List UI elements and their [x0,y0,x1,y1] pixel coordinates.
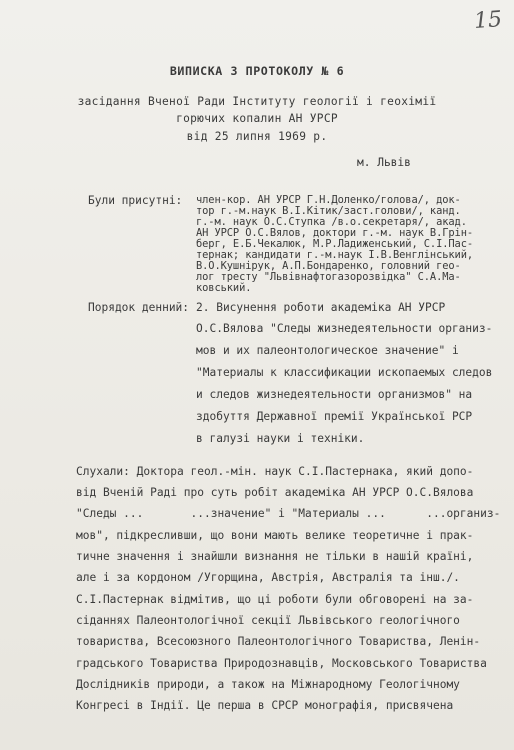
subtitle-line-1: засідання Вченої Ради Інституту геології і геохімії [77,95,437,108]
heard-line: від Вченій Раді про суть робіт академіка АН УРСР О.С.Вялова [76,486,474,499]
meeting-date: від 25 липня 1969 р. [186,130,328,143]
agenda-line: мов и их палеонтологическое значение" і [196,344,459,357]
attendees-line: г.-м. наук О.С.Ступка /в.о.секретаря/, акад. [196,216,467,228]
meeting-city: м. Львів [357,156,411,169]
attendees-line: ковський. [196,282,252,294]
attendees-line: член-кор. АН УРСР Г.Н.Доленко/голова/, док- [196,194,461,206]
attendees-line: тор г.-м.наук В.І.Кітик/заст.голови/, канд. [196,205,461,217]
heard-line: градського Товариства Природознавців, Московського Товариства [76,657,487,670]
heard-line: Слухали: Доктора геол.-мін. наук С.І.Пастернака, який допо- [76,465,474,478]
heard-line: але і за кордоном /Угорщина, Австрія, Австралія та інш./. [76,571,460,584]
heard-line: "Следы ... ...значение" і "Материалы ... ...организ- [76,507,501,520]
heard-line: Дослідників природи, а також на Міжнародному Геологічному [76,678,460,691]
heard-line: Конгресі в Індії. Це перша в СРСР монографія, присвячена [76,699,454,712]
document-title: ВИПИСКА З ПРОТОКОЛУ № 6 [169,64,345,78]
agenda-line: "Материалы к классификации ископаемых следов [196,366,493,379]
heard-line: товариства, Всесоюзного Палеонтологічного Товариства, Ленін- [76,635,481,648]
page-number: 15 [473,7,503,34]
heard-line: тичне значення і знайшли визнання не тільки в нашій країні, [76,550,474,563]
attendees-line: В.О.Кушнірук, А.П.Бондаренко, головний гео- [196,260,461,272]
agenda-line: О.С.Вялова "Следы жизнедеятельности организ- [196,322,493,335]
attendees-line: лог тресту "Львівнафтогазорозвідка" С.А.Ма- [196,271,461,283]
agenda-line: 2. Висунення роботи академіка АН УРСР [196,301,446,314]
agenda-label: Порядок денний: [88,301,190,314]
agenda-line: в галузі науки і техніки. [196,432,365,445]
subtitle-line-2: горючих копалин АН УРСР [176,112,338,125]
attendees-line: берг, Е.Б.Чекалюк, М.Р.Ладиженський, С.І.Пас- [196,238,474,250]
heard-line: мов", підкресливши, що вони мають велике теоретичне і прак- [76,529,474,542]
agenda-line: здобуття Державної премії Української РСР [196,410,473,423]
heard-line: С.І.Пастернак відмітив, що ці роботи були обговорені на за- [76,593,474,606]
attendees-line: АН УРСР О.С.Вялов, доктори г.-м. наук В.Грін- [196,227,474,239]
attendees-label: Були присутні: [88,194,183,207]
attendees-line: тернак; кандидати г.-м.наук І.В.Венглінський, [196,249,474,261]
heard-line: сіданнях Палеонтологічної секції Львівського геологічного [76,614,460,627]
agenda-line: и следов жизнедеятельности организмов" на [196,388,473,401]
